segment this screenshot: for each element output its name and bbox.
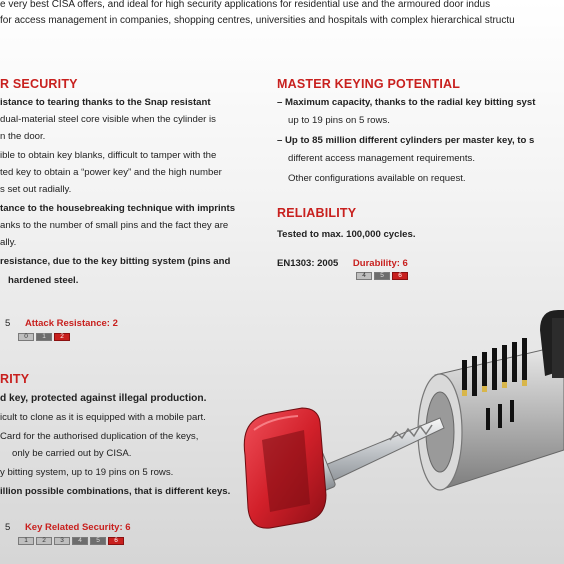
key-line: Card for the authorised duplication of the keys, [0,431,199,442]
key-line: d key, protected against illegal production. [0,393,207,404]
key-security-text [0,393,230,497]
attack-scale [18,333,70,341]
scale-cell: 4 [356,272,372,280]
security-line: tance to the housebreaking technique with imprints [0,203,236,214]
security-line: s set out radially. [0,184,72,195]
scale-cell-active: 6 [108,537,124,545]
scale-cell: 0 [18,333,34,341]
security-line: resistance, due to the key bitting system (pins and [0,256,231,267]
key-line: only be carried out by CISA. [12,448,132,459]
master-line: up to 19 pins on 5 rows. [288,115,390,126]
attack-label: Attack Resistance: 2 [24,318,118,329]
key-head [244,408,326,528]
key-rating [5,522,131,533]
security-line: anks to the number of small pins and the fact they are [0,220,229,231]
durability-label: Durability: 6 [352,258,408,269]
security-line: hardened steel. [8,275,79,286]
scale-cell: 1 [36,333,52,341]
security-line: istance to tearing thanks to the Snap resistant [0,97,211,108]
scale-cell: 5 [90,537,106,545]
attack-standard: 5 [5,318,11,329]
key-rating-label: Key Related Security: 6 [24,522,131,533]
reliability-text: Tested to max. 100,000 cycles. [277,229,416,240]
master-line: Other configurations available on request. [288,173,466,184]
security-line: dual-material steel core visible when the cylinder is [0,114,216,125]
key-security-heading: RITY [0,372,30,386]
scale-cell: 3 [54,537,70,545]
scale-cell-active: 6 [392,272,408,280]
scale-cell-active: 2 [54,333,70,341]
scale-cell: 5 [374,272,390,280]
master-line: – Up to 85 million different cylinders per master key, to s [277,135,535,146]
intro-line-2: for access management in companies, shopping centres, universities and hospitals with complex hierarchical structu [0,15,515,26]
key-cylinder-illustration [240,290,564,564]
master-line: different access management requirements. [288,153,475,164]
scale-cell: 2 [36,537,52,545]
key-standard: 5 [5,522,11,533]
security-line: n the door. [0,131,46,142]
attack-rating [5,318,118,329]
security-line: ible to obtain key blanks, difficult to tamper with the [0,150,217,161]
security-text [0,97,235,286]
scale-cell: 4 [72,537,88,545]
en-standard: EN1303: 2005 [277,258,339,269]
intro-line-1: e very best CISA offers, and ideal for high security applications for residential use and the armoured door indus [0,0,491,10]
reliability-heading: RELIABILITY [277,206,357,220]
security-line: ally. [0,237,17,248]
security-heading: R SECURITY [0,77,78,91]
key-line: illion possible combinations, that is different keys. [0,486,231,497]
key-line: y bitting system, up to 19 pins on 5 rows. [0,467,174,478]
master-keying-text [277,97,535,184]
key-scale [18,537,124,545]
durability-rating [277,258,408,269]
master-keying-heading: MASTER KEYING POTENTIAL [277,77,461,91]
scale-cell: 1 [18,537,34,545]
durability-scale [356,272,408,280]
cylinder-body [418,310,564,490]
master-line: – Maximum capacity, thanks to the radial key bitting syst [277,97,536,108]
key-line: icult to clone as it is equipped with a mobile part. [0,412,206,423]
security-line: ted key to obtain a “power key” and the high number [0,167,222,178]
